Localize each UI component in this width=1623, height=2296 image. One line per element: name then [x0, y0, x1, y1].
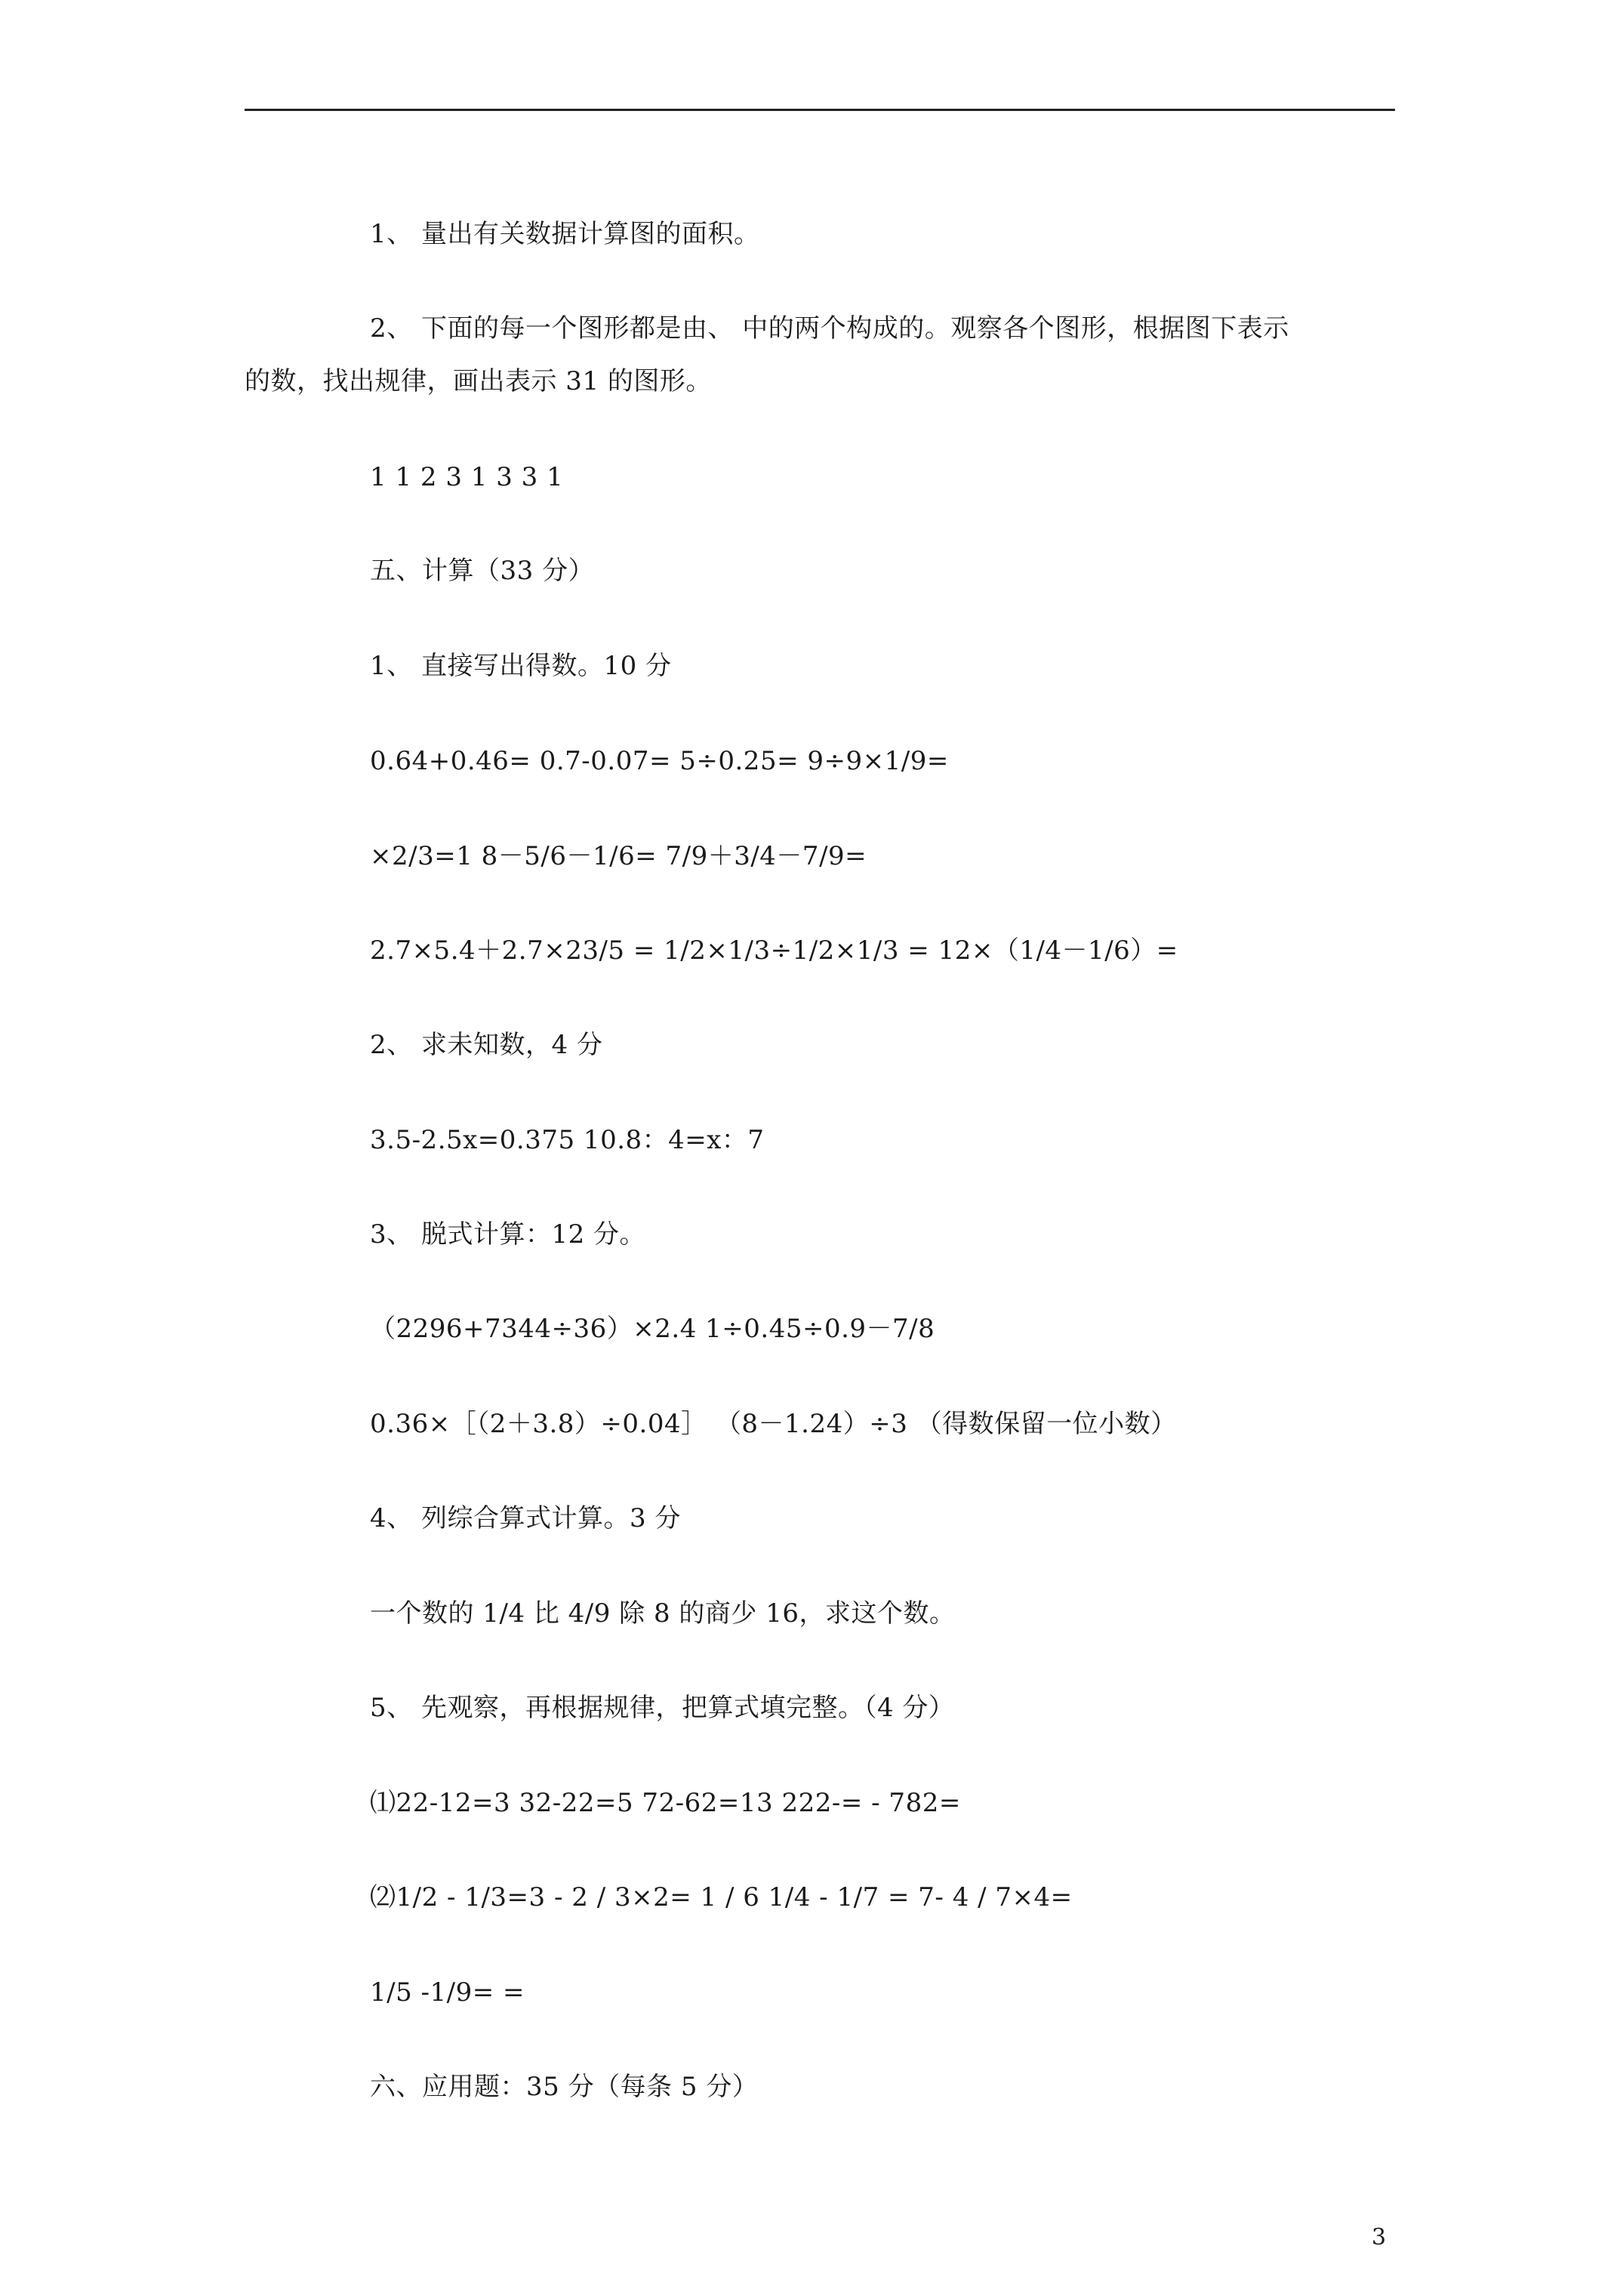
q5-3-heading: 3、 脱式计算：12 分。	[370, 1219, 646, 1250]
q5-2-row-1: 3.5-2.5x=0.375 10.8：4=x：7	[370, 1125, 765, 1155]
page-number: 3	[1372, 2224, 1387, 2251]
section-5-heading: 五、计算（33 分）	[370, 556, 595, 586]
q5-5-row-1: ⑴22-12=3 32-22=5 72-62=13 222-= - 782=	[370, 1788, 961, 1818]
header-rule	[245, 109, 1395, 111]
section-6-heading: 六、应用题：35 分（每条 5 分）	[370, 2072, 759, 2102]
q5-5-row-3: 1/5 -1/9= =	[370, 1977, 525, 2008]
q5-4-heading: 4、 列综合算式计算。3 分	[370, 1503, 681, 1533]
q5-1-row-2: ×2/3=1 8－5/6－1/6= 7/9＋3/4－7/9=	[370, 841, 867, 871]
q5-1-heading: 1、 直接写出得数。10 分	[370, 651, 672, 681]
q5-1-row-3: 2.7×5.4＋2.7×23/5 = 1/2×1/3÷1/2×1/3 = 12×（1/4－1/6）=	[370, 935, 1178, 966]
q5-1-row-1: 0.64+0.46= 0.7-0.07= 5÷0.25= 9÷9×1/9=	[370, 746, 949, 776]
q5-3-row-1: （2296+7344÷36）×2.4 1÷0.45÷0.9－7/8	[370, 1314, 935, 1344]
sequence-line: 1 1 2 3 1 3 3 1	[370, 462, 564, 492]
q4-2-line-continued: 的数，找出规律，画出表示 31 的图形。	[245, 366, 712, 396]
q5-4-row-1: 一个数的 1/4 比 4/9 除 8 的商少 16，求这个数。	[370, 1598, 956, 1629]
q5-5-row-2: ⑵1/2 - 1/3=3 - 2 / 3×2= 1 / 6 1/4 - 1/7 = 7- 4 / 7×4=	[370, 1882, 1073, 1912]
q4-1-line: 1、 量出有关数据计算图的面积。	[370, 219, 760, 249]
q5-3-row-2: 0.36×［（2＋3.8）÷0.04］ （8－1.24）÷3 （得数保留一位小数）	[370, 1409, 1177, 1439]
q5-2-heading: 2、 求未知数，4 分	[370, 1030, 603, 1060]
q4-2-line: 2、 下面的每一个图形都是由、 中的两个构成的。观察各个图形，根据图下表示	[370, 313, 1289, 344]
q5-5-heading: 5、 先观察，再根据规律，把算式填完整。（4 分）	[370, 1693, 955, 1723]
